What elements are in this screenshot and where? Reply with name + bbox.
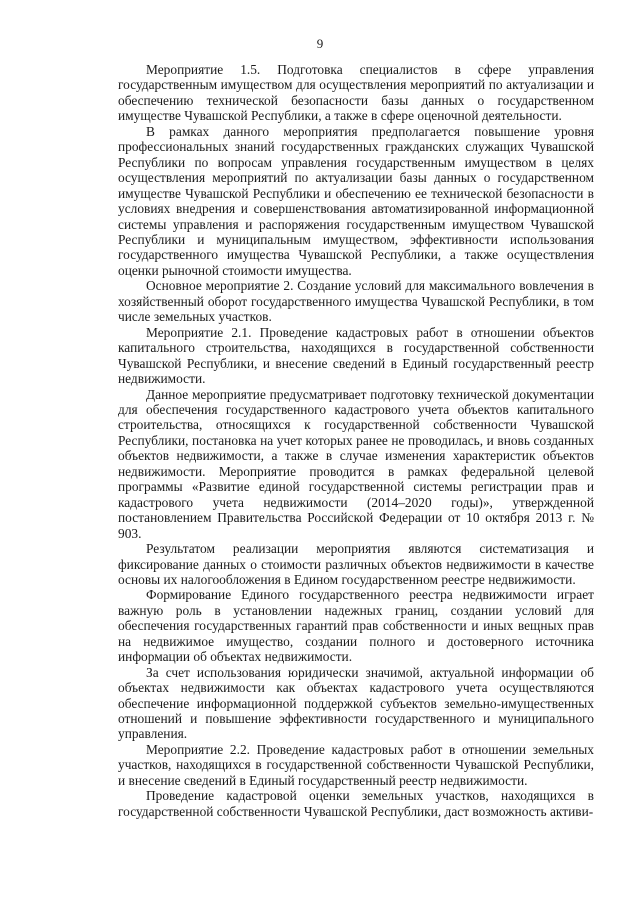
paragraph-measure-2-2: Мероприятие 2.2. Проведение кадастровых работ в отношении земельных участков, находящихся в государственной собственности Чувашской Республики, и внесение сведений в Единый государственный реестр недвижимости. <box>118 741 594 788</box>
paragraph-cadastral-valuation: Проведение кадастровой оценки земельных участков, находящихся в государственной собственности Чувашской Республики, даст возможность активи- <box>118 788 594 819</box>
page-number: 9 <box>316 36 324 51</box>
paragraph-legal-information: За счет использования юридически значимой, актуальной информации об объектах недвижимости как объектах кадастрового учета осуществляются обеспечение информационной поддержкой субъектов земельно-имущественных отношений и повышение эффективности государственного и муниципального управления. <box>118 664 594 742</box>
document-body <box>118 62 594 819</box>
paragraph-measure-1-5: Мероприятие 1.5. Подготовка специалистов в сфере управления государственным имуществом для осуществления мероприятий по актуализации и обеспечению технической безопасности базы данных о государственном имуществе Чувашской Республики, а также в сфере оценочной деятельности. <box>118 62 594 124</box>
paragraph-registry-formation: Формирование Единого государственного реестра недвижимости играет важную роль в установлении надежных границ, создании условий для обеспечения государственных гарантий прав собственности и иных вещных прав на недвижимое имущество, создании полного и достоверного источника информации об объектах недвижимости. <box>118 587 594 665</box>
paragraph-measure-2-1-description: Данное мероприятие предусматривает подготовку технической документации для обеспечения государственного кадастрового учета объектов капитального строительства, относящихся к государственной собственности Чувашской Республики, постановка на учет которых ранее не проводилась, и вновь созданных объектов недвижимости, а также в случае изменения характеристик объектов недвижимости. Мероприятие проводится в рамках федеральной целевой программы «Развитие единой государственной системы регистрации прав и кадастрового учета недвижимости (2014–2020 годы)», утвержденной постановлением Правительства Российской Федерации от 10 октября 2013 г. № 903. <box>118 386 594 541</box>
paragraph-main-measure-2: Основное мероприятие 2. Создание условий для максимального вовлечения в хозяйственный оборот государственного имущества Чувашской Республики, в том числе земельных участков. <box>118 278 594 325</box>
paragraph-measure-2-1: Мероприятие 2.1. Проведение кадастровых работ в отношении объектов капитального строительства, находящихся в государственной собственности Чувашской Республики, и внесение сведений в Единый государственный реестр недвижимости. <box>118 324 594 387</box>
paragraph-measure-1-5-description: В рамках данного мероприятия предполагается повышение уровня профессиональных знаний государственных гражданских служащих Чувашской Республики по вопросам управления государственным имуществом в целях осуществления мероприятий по актуализации базы данных о государственном имуществе Чувашской Республики и обеспечению ее технической безопасности в условиях внедрения и совершенствования автоматизированной информационной системы управления и распоряжения государственным имуществом Чувашской Республики и муниципальным имуществом, эффективности использования государственного имущества Чувашской Республики, а также осуществления оценки рыночной стоимости имущества. <box>118 123 594 278</box>
paragraph-measure-result: Результатом реализации мероприятия являются систематизация и фиксирование данных о стоимости различных объектов недвижимости в качестве основы их налогообложения в Едином государственном реестре недвижимости. <box>118 541 594 587</box>
